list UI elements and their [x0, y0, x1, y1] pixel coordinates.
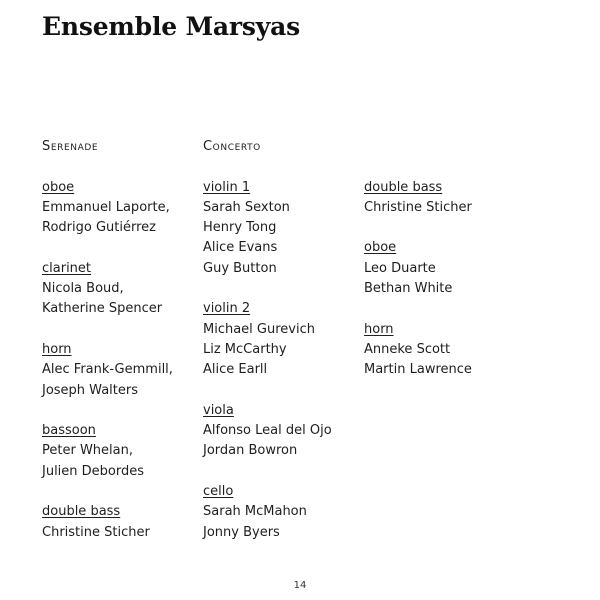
instrument-label: viola [203, 402, 234, 418]
player-name: Guy Button [203, 260, 277, 276]
instrument-group-horn [42, 340, 173, 401]
player-name: Martin Lawrence [364, 362, 472, 378]
instrument-label: horn [42, 341, 72, 357]
player-name: Emmanuel Laporte, [42, 199, 170, 215]
instrument-label: clarinet [42, 260, 92, 276]
instrument-label: double bass [364, 179, 443, 195]
concerto-column-continued [364, 137, 472, 401]
instrument-group-horn [364, 320, 472, 381]
player-name: Jordan Bowron [203, 443, 298, 459]
section-heading-serenade: Serenade [42, 139, 99, 154]
player-name: Liz McCarthy [203, 341, 287, 357]
instrument-group-violin-2 [203, 299, 332, 380]
player-name: Christine Sticher [42, 524, 150, 540]
instrument-group-bassoon [42, 421, 173, 482]
instrument-group-oboe [364, 238, 472, 299]
player-name: Katherine Spencer [42, 301, 163, 317]
instrument-group-clarinet [42, 259, 173, 320]
player-name: Sarah McMahon [203, 504, 307, 520]
serenade-column [42, 137, 173, 563]
player-name: Anneke Scott [364, 341, 451, 357]
instrument-group-double-bass [364, 178, 472, 219]
instrument-group-oboe [42, 178, 173, 239]
instrument-label: violin 2 [203, 301, 251, 317]
player-name: Alfonso Leal del Ojo [203, 423, 332, 439]
instrument-group-cello [203, 482, 332, 543]
player-name: Joseph Walters [42, 382, 138, 398]
player-name: Alice Evans [203, 240, 278, 256]
player-name: Alice Earll [203, 362, 268, 378]
instrument-label: bassoon [42, 423, 96, 439]
player-name: Sarah Sexton [203, 199, 290, 215]
player-name: Nicola Boud, [42, 281, 124, 297]
player-name: Bethan White [364, 281, 453, 297]
page-title: Ensemble Marsyas [42, 12, 300, 41]
instrument-group-double-bass [42, 502, 173, 543]
player-name: Alec Frank-Gemmill, [42, 362, 173, 378]
player-name: Michael Gurevich [203, 321, 315, 337]
instrument-label: violin 1 [203, 179, 251, 195]
player-name: Julien Debordes [42, 463, 145, 479]
instrument-label: oboe [42, 179, 75, 195]
instrument-label: double bass [42, 504, 121, 520]
instrument-group-viola [203, 401, 332, 462]
section-heading-empty [364, 137, 472, 157]
instrument-label: cello [203, 484, 234, 500]
instrument-group-violin-1 [203, 178, 332, 279]
player-name: Christine Sticher [364, 199, 472, 215]
player-name: Leo Duarte [364, 260, 436, 276]
instrument-label: oboe [364, 240, 397, 256]
page-number: 14 [293, 580, 307, 591]
player-name: Jonny Byers [203, 524, 280, 540]
section-heading-concerto: Concerto [203, 139, 261, 154]
player-name: Rodrigo Gutiérrez [42, 220, 156, 236]
instrument-label: horn [364, 321, 394, 337]
player-name: Peter Whelan, [42, 443, 133, 459]
player-name: Henry Tong [203, 220, 277, 236]
concerto-column [203, 137, 332, 563]
